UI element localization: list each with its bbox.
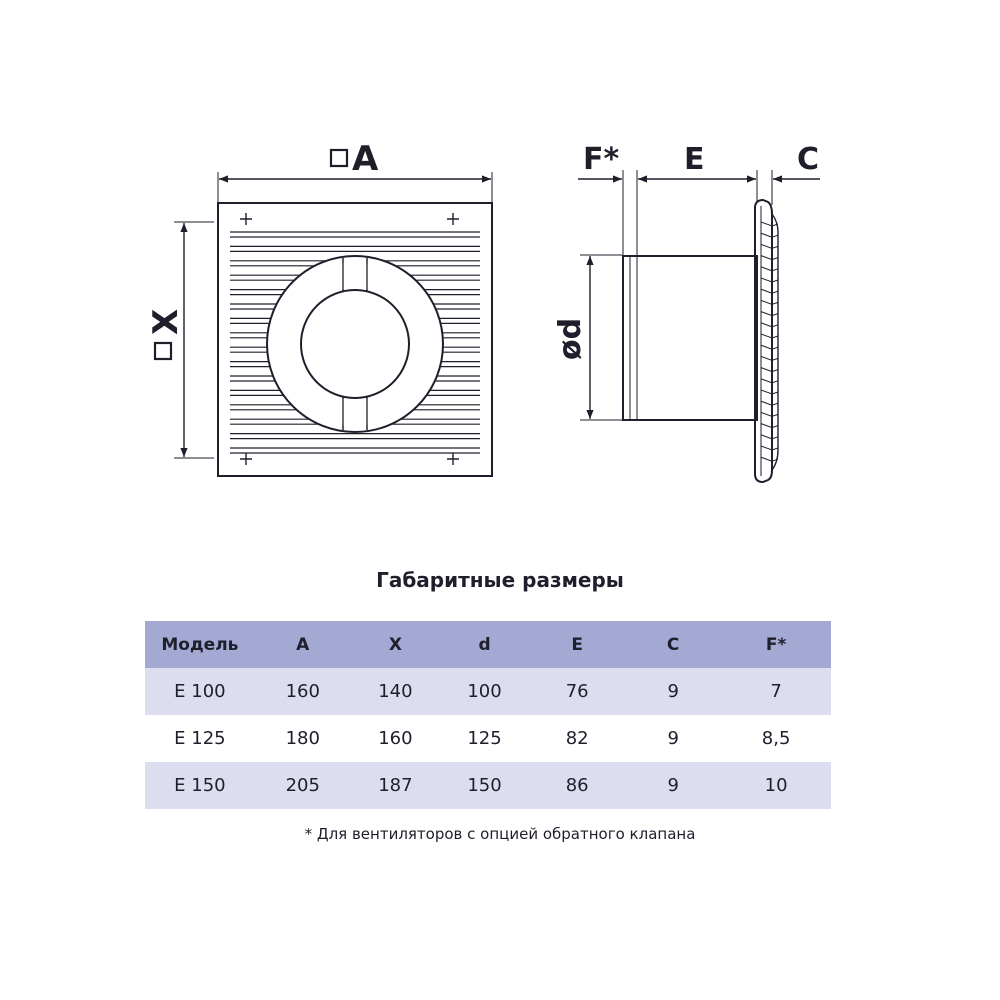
cell-x: 187 — [351, 762, 440, 809]
slat — [230, 448, 480, 453]
dimension-d-label: ød — [553, 317, 588, 360]
footnote: * Для вентиляторов с опцией обратного клапана — [304, 825, 696, 843]
profile-rib — [761, 244, 778, 248]
table-header-row — [145, 621, 831, 668]
cell-c: 9 — [625, 715, 721, 762]
cell-x: 160 — [351, 715, 440, 762]
profile-rib — [761, 356, 778, 360]
dimension-x-label: X — [146, 308, 186, 335]
profile-rib — [761, 412, 778, 416]
slat — [230, 246, 480, 251]
dimension-e — [638, 142, 756, 179]
dimensions-table — [145, 621, 831, 809]
profile-rib — [761, 390, 778, 394]
duct-spigot — [623, 256, 757, 420]
cell-d: 100 — [440, 668, 529, 715]
square-symbol-icon — [331, 150, 347, 166]
table-row — [145, 668, 831, 715]
header-f: F* — [721, 621, 831, 668]
header-c: C — [625, 621, 721, 668]
table-title: Габаритные размеры — [376, 568, 624, 592]
cell-e: 76 — [529, 668, 625, 715]
cell-model: E 100 — [145, 668, 255, 715]
profile-rib — [761, 345, 778, 349]
header-a: A — [255, 621, 351, 668]
cell-a: 180 — [255, 715, 351, 762]
profile-rib — [761, 278, 778, 282]
slat — [230, 434, 480, 439]
dimension-c-label: C — [797, 142, 820, 177]
profile-rib — [761, 267, 778, 271]
profile-rib — [761, 300, 778, 304]
cell-e: 86 — [529, 762, 625, 809]
profile-rib — [761, 379, 778, 383]
cell-f: 7 — [721, 668, 831, 715]
cell-c: 9 — [625, 762, 721, 809]
profile-rib — [761, 233, 778, 237]
header-model: Модель — [145, 621, 255, 668]
side-view — [553, 142, 820, 482]
profile-rib — [761, 401, 778, 405]
profile-rib — [761, 368, 778, 372]
profile-rib — [761, 222, 778, 226]
cell-x: 140 — [351, 668, 440, 715]
dimension-d — [553, 255, 622, 420]
dimension-e-label: E — [684, 142, 705, 177]
dimension-a — [218, 139, 492, 203]
cell-a: 160 — [255, 668, 351, 715]
profile-rib — [761, 289, 778, 293]
cell-a: 205 — [255, 762, 351, 809]
front-view — [146, 139, 492, 476]
cell-f: 8,5 — [721, 715, 831, 762]
table-row — [145, 715, 831, 762]
dimension-f — [578, 142, 622, 179]
profile-rib — [761, 435, 778, 439]
slat — [230, 232, 480, 237]
cell-c: 9 — [625, 668, 721, 715]
profile-rib — [761, 424, 778, 428]
profile-rib — [761, 256, 778, 260]
dimension-f-label: F* — [583, 142, 620, 177]
cell-f: 10 — [721, 762, 831, 809]
cell-e: 82 — [529, 715, 625, 762]
dimension-c — [773, 142, 820, 179]
table-row — [145, 762, 831, 809]
cell-d: 150 — [440, 762, 529, 809]
dimension-a-label: A — [352, 139, 379, 179]
cell-model: E 150 — [145, 762, 255, 809]
profile-rib — [761, 312, 778, 316]
header-x: X — [351, 621, 440, 668]
profile-rib — [761, 323, 778, 327]
profile-rib — [761, 446, 778, 450]
profile-rib — [761, 334, 778, 338]
header-d: d — [440, 621, 529, 668]
dimension-x — [146, 222, 214, 458]
profile-rib — [761, 457, 778, 461]
cell-model: E 125 — [145, 715, 255, 762]
header-e: E — [529, 621, 625, 668]
grille-profile — [755, 200, 778, 482]
square-symbol-icon — [155, 343, 171, 359]
center-hub — [267, 256, 443, 432]
cell-d: 125 — [440, 715, 529, 762]
